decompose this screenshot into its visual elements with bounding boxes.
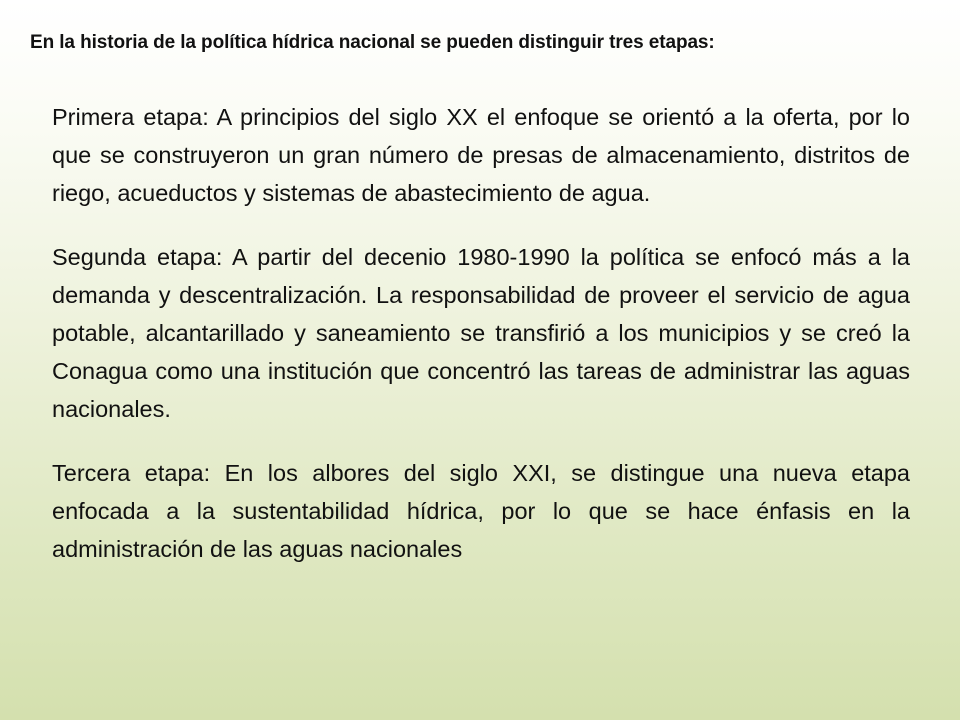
stage-paragraph-second: Segunda etapa: A partir del decenio 1980-1990 la política se enfocó más a la demanda y descentralización. La responsabilidad de proveer el servicio de agua potable, alcantarillado y saneamiento se transfirió a los municipios y se creó la Conagua como una institución que concentró las tareas de administrar las aguas nacionales. xyxy=(52,244,910,422)
slide-body xyxy=(52,98,910,594)
stage-paragraph-first: Primera etapa: A principios del siglo XX el enfoque se orientó a la oferta, por lo que se construyeron un gran número de presas de almacenamiento, distritos de riego, acueductos y sistemas de abastecimiento de agua. xyxy=(52,104,910,206)
slide-heading: En la historia de la política hídrica nacional se pueden distinguir tres etapas: xyxy=(30,32,715,53)
stage-paragraph-third: Tercera etapa: En los albores del siglo XXI, se distingue una nueva etapa enfocada a la sustentabilidad hídrica, por lo que se hace énfasis en la administración de las aguas nacionales xyxy=(52,460,910,562)
